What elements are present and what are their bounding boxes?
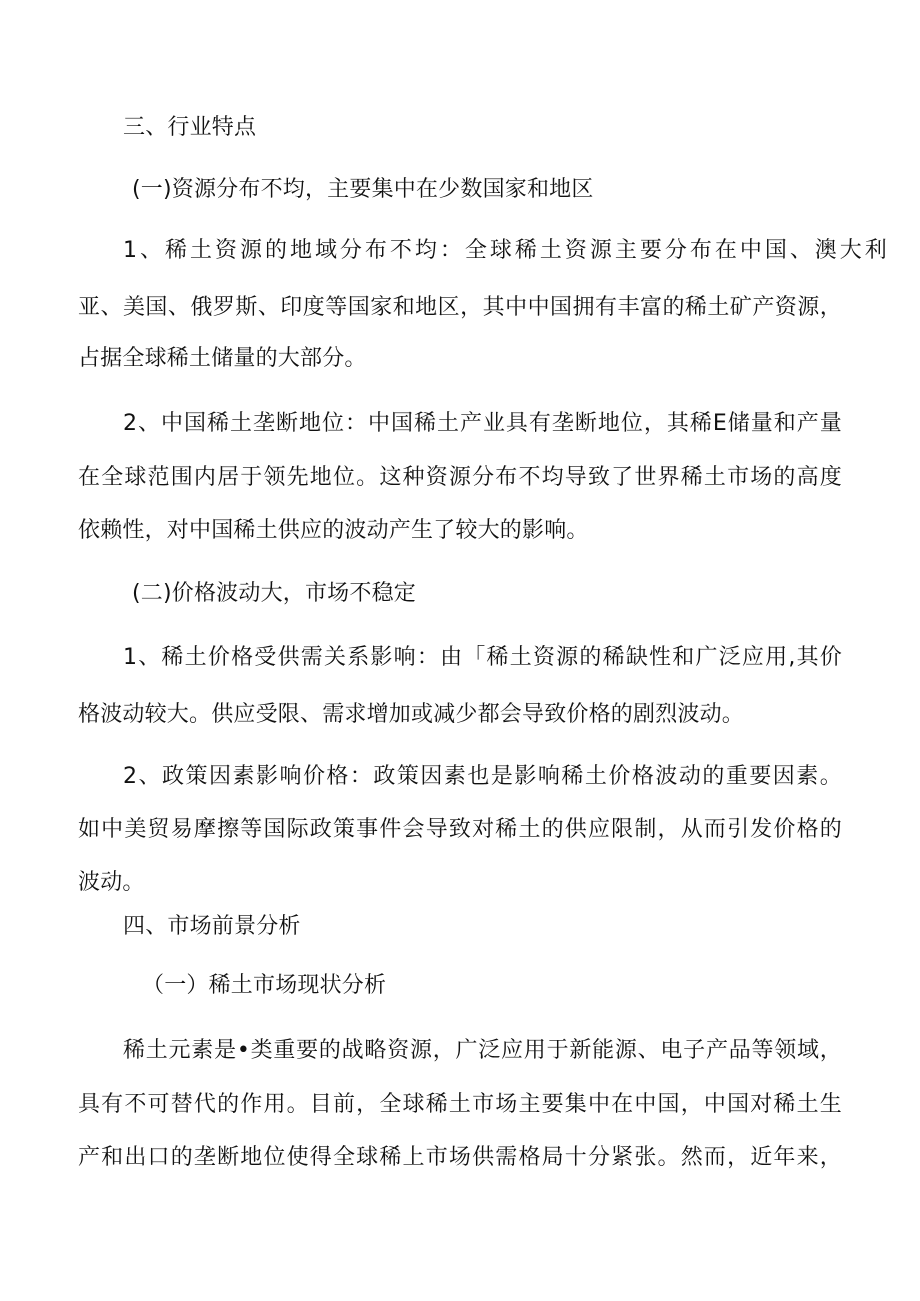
paragraph-line: 2、政策因素影响价格：政策因素也是影响稀土价格波动的重要因素。 [123,764,842,789]
section-heading-3: 三、行业特点 [123,115,257,140]
paragraph-line: 波动。 [78,870,145,895]
paragraph-line: 1、稀土资源的地域分布不均：全球稀土资源主要分布在中国、澳大利 [123,238,887,263]
subsection-heading-3-1: (一)资源分布不均，主要集中在少数国家和地区 [132,177,594,202]
paragraph-line: 稀土元素是•类重要的战略资源，广泛应用于新能源、电子产品等领域， [123,1038,842,1063]
paragraph-line: 具有不可替代的作用。目前，全球稀土市场主要集中在中国，中国对稀土生 [78,1092,842,1117]
paragraph-line: 亚、美国、俄罗斯、印度等国家和地区，其中中国拥有丰富的稀土矿产资源， [78,295,842,320]
paragraph-line: 依赖性，对中国稀土供应的波动产生了较大的影响。 [78,518,589,543]
subsection-heading-3-2: (二)价格波动大，市场不稳定 [132,581,416,606]
subsection-heading-4-1: （一）稀土市场现状分析 [142,973,387,998]
paragraph-line: 2、中国稀土垄断地位：中国稀土产业具有垄断地位，其稀E储量和产量 [123,411,842,436]
paragraph-line: 1、稀土价格受供需关系影响：由「稀土资源的稀缺性和广泛应用,其价 [123,645,842,670]
section-heading-4: 四、市场前景分析 [123,914,301,939]
paragraph-line: 格波动较大。供应受限、需求增加或减少都会导致价格的剧烈波动。 [78,702,745,727]
paragraph-line: 在全球范围内居于领先地位。这种资源分布不均导致了世界稀土市场的高度 [78,465,842,490]
paragraph-line: 占据全球稀土储量的大部分。 [78,346,367,371]
paragraph-line: 产和出口的垄断地位使得全球稀上市场供需格局十分紧张。然而，近年来， [78,1145,842,1170]
paragraph-line: 如中美贸易摩擦等国际政策事件会导致对稀土的供应限制，从而引发价格的 [78,817,842,842]
